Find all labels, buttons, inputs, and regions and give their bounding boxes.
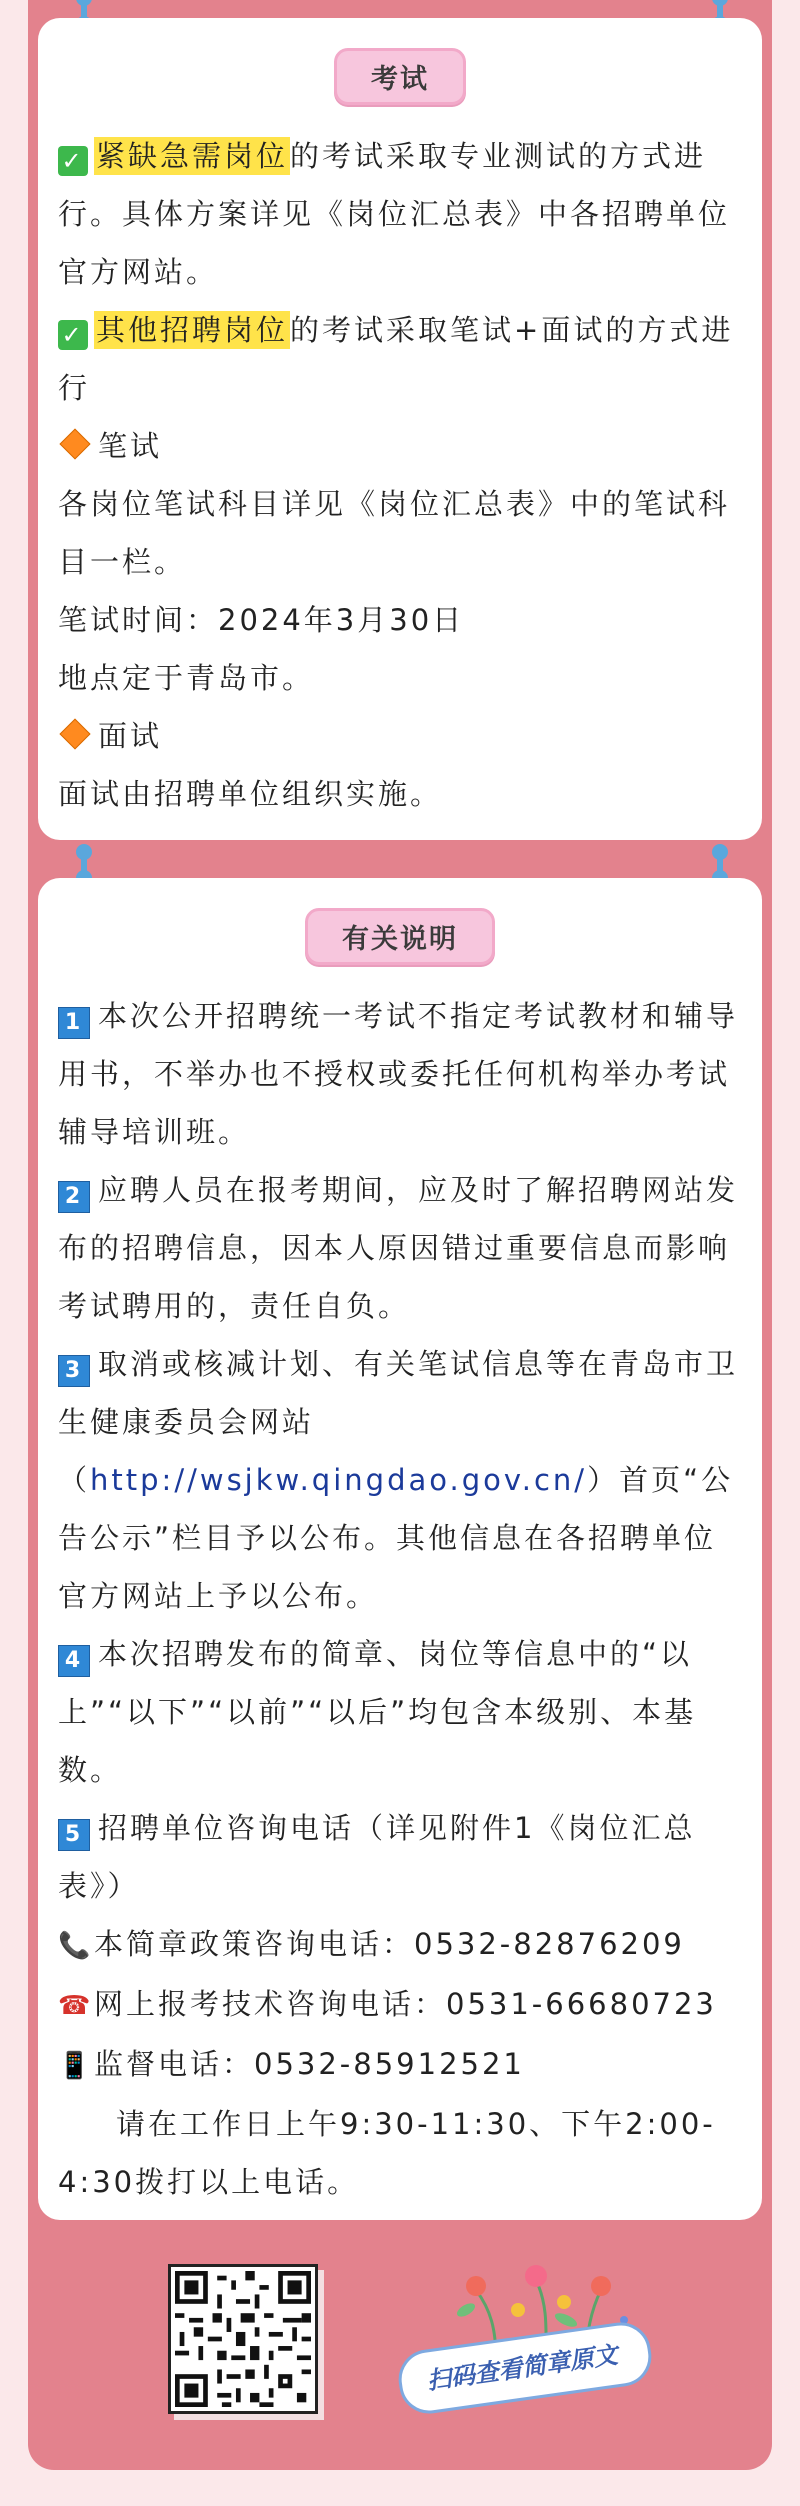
number-badge-icon: 1 [58,1007,90,1039]
note-4-text: 本次招聘发布的简章、岗位等信息中的“以上”“以下”“以前”“以后”均包含本级别、本基数。 [58,1637,697,1787]
exam-title: 考试 [334,48,466,105]
tech-phone-text: 网上报考技术咨询电话：0531-66680723 [94,1987,717,2021]
interview-heading-text: 面试 [98,719,163,753]
note-5-text: 招聘单位咨询电话（详见附件1《岗位汇总表》） [58,1811,696,1903]
exam-paragraph-2 [58,301,742,417]
highlight-urgent-posts: 紧缺急需岗位 [96,139,289,173]
notes-title: 有关说明 [305,908,495,965]
tech-phone [58,1975,742,2035]
note-3-text-b: ）首页“公告公示”栏目予以公布。其他信息在各招聘单位官方网站上予以公布。 [58,1463,734,1613]
scan-qr-banner[interactable] [398,2328,646,2402]
check-mark-icon: ✓ [58,146,88,176]
interview-text: 面试由招聘单位组织实施。 [58,777,443,811]
banner-text: 扫码查看简章原文 [425,2340,620,2396]
note-3-text-a: 取消或核减计划、有关笔试信息等在青岛市卫生健康委员会网站（ [58,1347,739,1497]
note-1-text: 本次公开招聘统一考试不指定考试教材和辅导用书，不举办也不授权或委托任何机构举办考试辅导培训班。 [58,999,739,1149]
orange-diamond-icon [59,428,90,459]
written-time: 笔试时间：2024年3月30日 [58,603,465,637]
note-4 [58,1625,742,1799]
notes-card [38,878,762,2220]
written-location: 地点定于青岛市。 [58,661,315,695]
written-heading-text: 笔试 [98,429,163,463]
health-commission-link[interactable]: http://wsjkw.qingdao.gov.cn/ [90,1463,588,1497]
rotary-phone-icon: ☎ [58,1991,94,2021]
call-hours-note [58,2095,742,2211]
check-mark-icon: ✓ [58,320,88,350]
note-2 [58,1161,742,1335]
qr-code[interactable] [168,2264,318,2414]
written-heading [58,417,742,475]
exam-paragraph-1 [58,127,742,301]
number-badge-icon: 4 [58,1645,90,1677]
qr-code-image [175,2271,311,2407]
written-subjects: 各岗位笔试科目详见《岗位汇总表》中的笔试科目一栏。 [58,487,731,579]
mobile-phone-icon: 📱 [58,2051,94,2081]
number-badge-icon: 3 [58,1355,90,1387]
number-badge-icon: 5 [58,1819,90,1851]
exam-paragraph-1-text: 的考试采取专业测试的方式进行。具体方案详见《岗位汇总表》中各招聘单位官方网站。 [58,139,731,289]
number-badge-icon: 2 [58,1181,90,1213]
note-3 [58,1335,742,1625]
policy-phone [58,1915,742,1975]
interview-heading [58,707,742,765]
supervision-phone-text: 监督电话：0532-85912521 [94,2047,525,2081]
pin-decoration [81,850,87,880]
supervision-phone [58,2035,742,2095]
orange-diamond-icon [59,718,90,749]
note-5 [58,1799,742,1915]
exam-card [38,18,762,840]
pin-decoration [717,850,723,880]
telephone-icon: 📞 [58,1931,94,1961]
highlight-other-posts: 其他招聘岗位 [96,313,289,347]
exam-paragraph-2-text: 的考试采取笔试+面试的方式进行 [58,313,734,405]
call-hours-text: 请在工作日上午9:30-11:30、下午2:00-4:30拨打以上电话。 [58,2107,716,2199]
note-1 [58,987,742,1161]
note-2-text: 应聘人员在报考期间，应及时了解招聘网站发布的招聘信息，因本人原因错过重要信息而影响考试聘用的，责任自负。 [58,1173,739,1323]
policy-phone-text: 本简章政策咨询电话：0532-82876209 [94,1927,685,1961]
